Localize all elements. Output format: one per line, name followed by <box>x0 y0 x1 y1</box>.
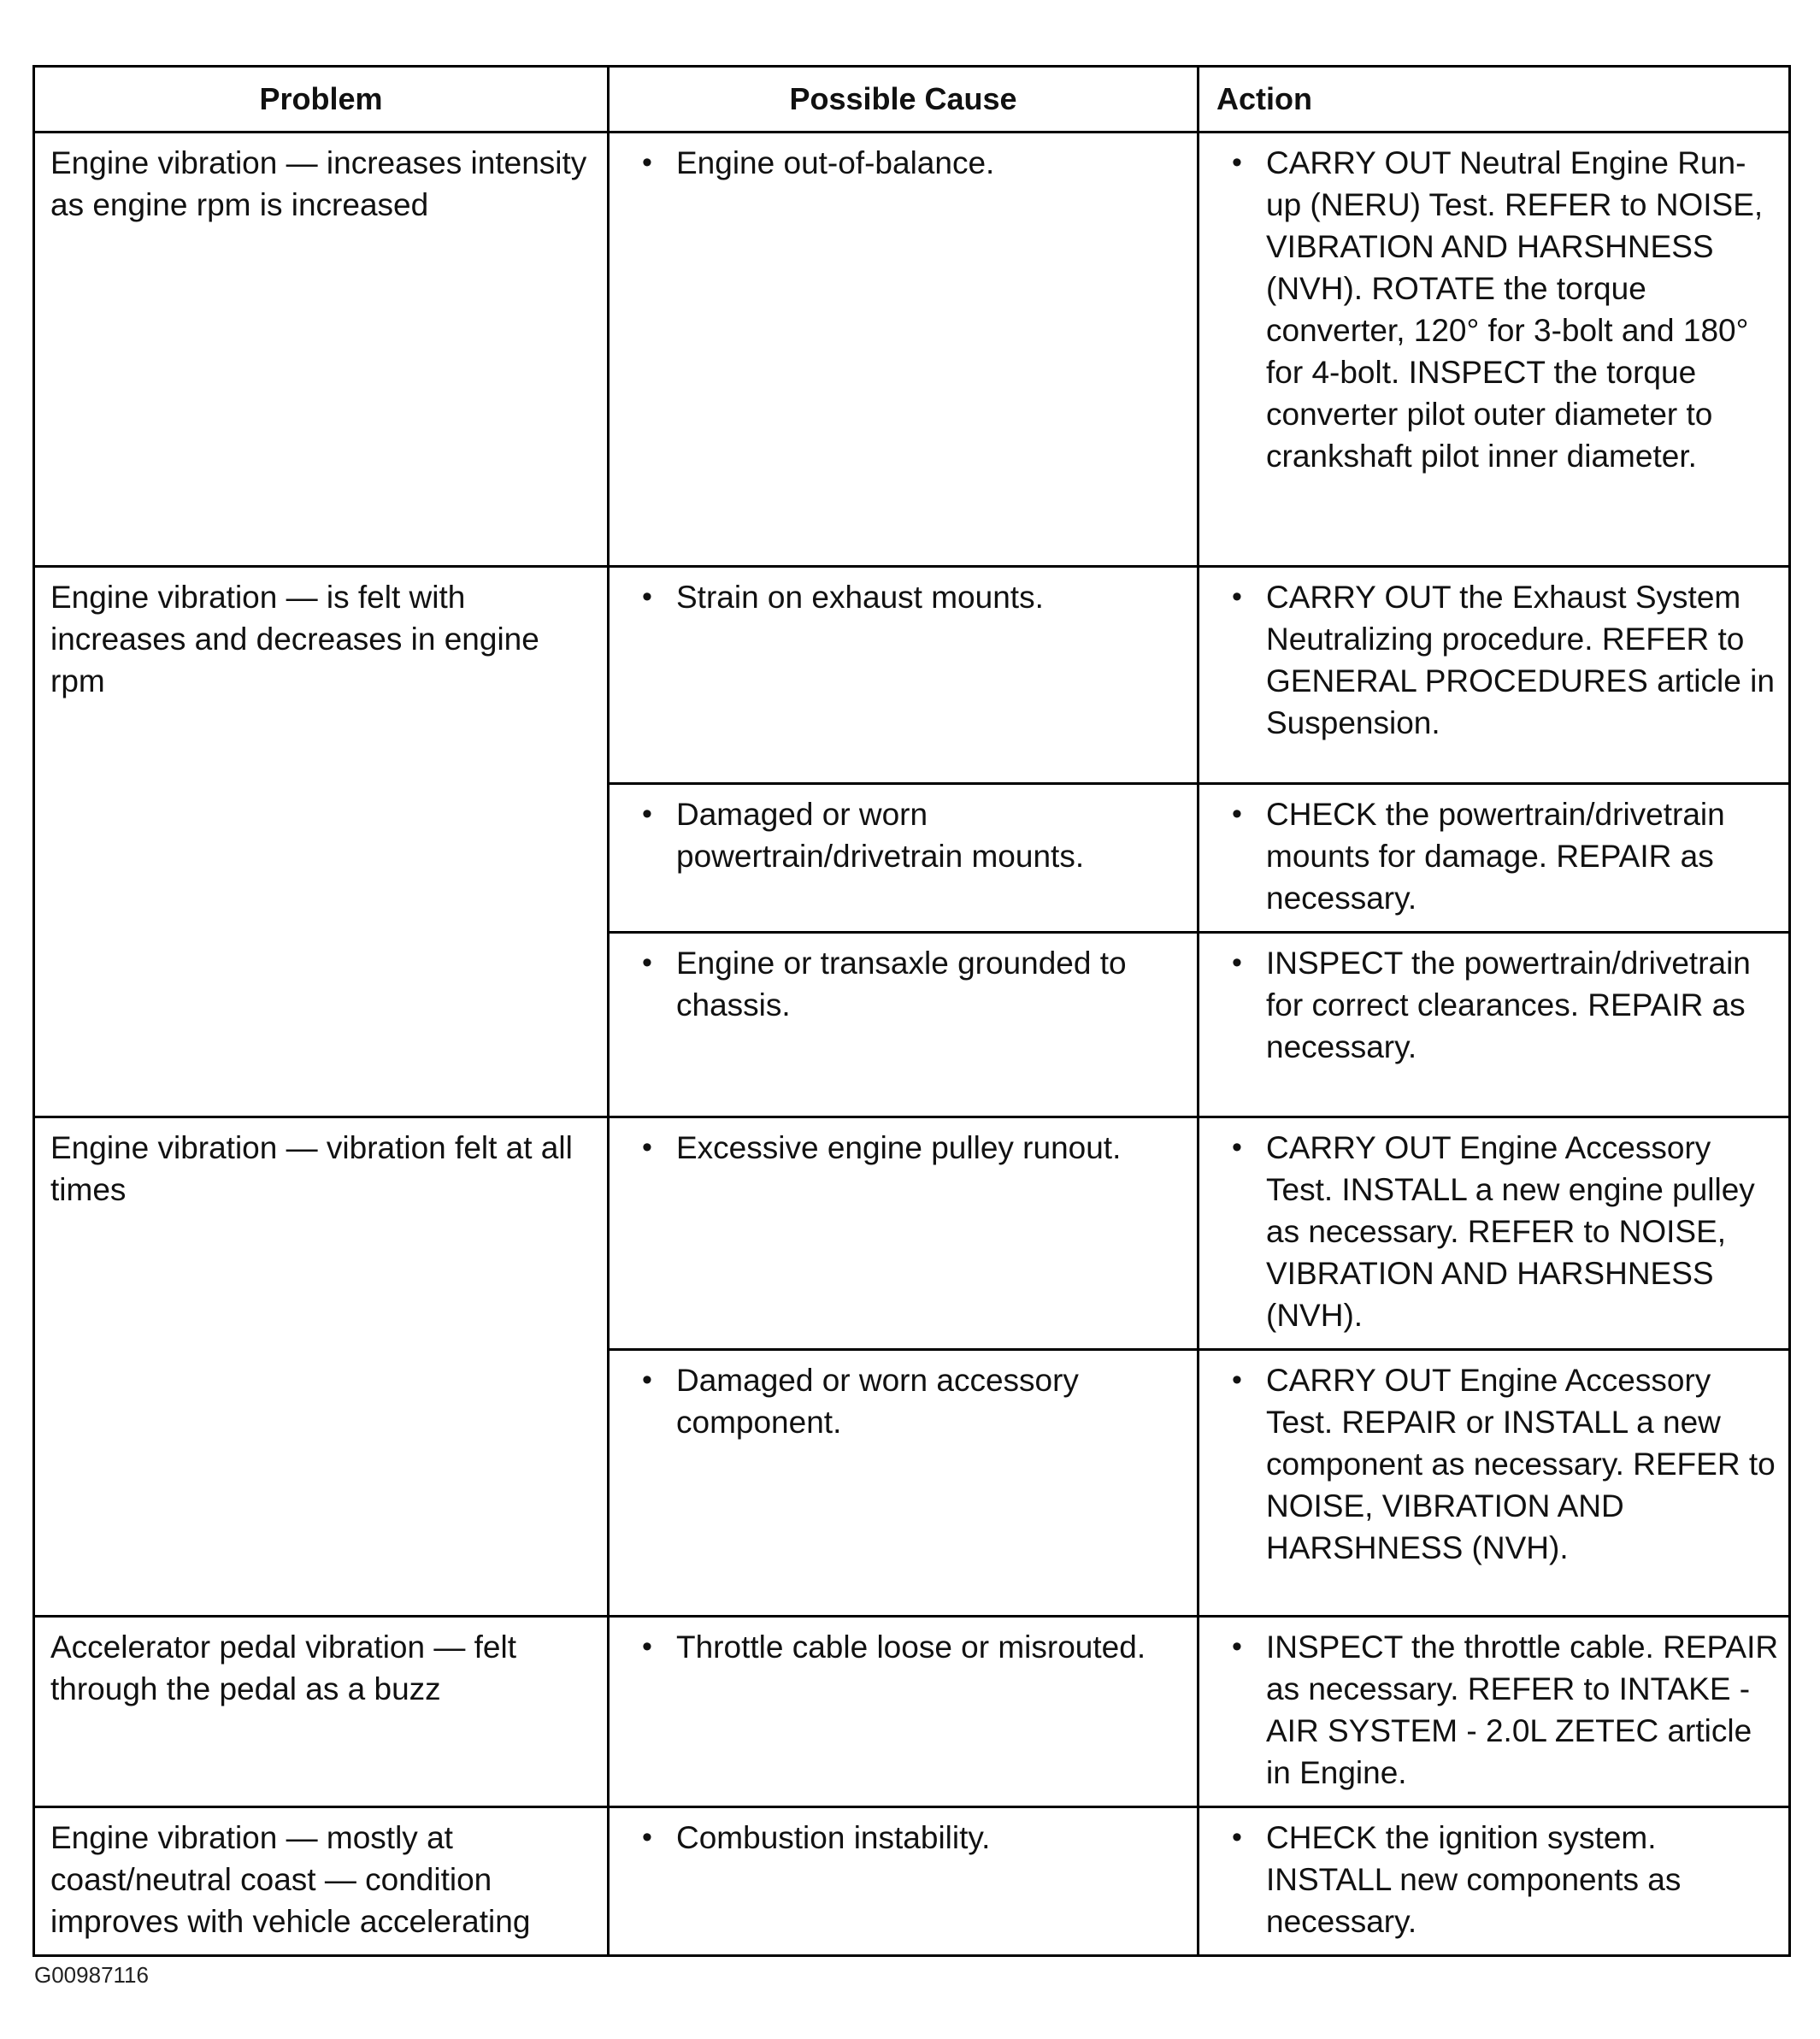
problem-cell: Accelerator pedal vibration — felt through the pedal as a buzz <box>34 1617 609 1807</box>
header-possible-cause: Possible Cause <box>609 67 1199 133</box>
cause-text: Engine out-of-balance. <box>676 145 995 180</box>
figure-id: G00987116 <box>34 1962 149 1988</box>
cause-text: Excessive engine pulley runout. <box>676 1130 1122 1165</box>
table-row <box>34 567 1790 784</box>
action-cell <box>1199 933 1790 1117</box>
cause-cell <box>609 1350 1199 1617</box>
header-action: Action <box>1199 67 1790 133</box>
action-text: CARRY OUT Neutral Engine Run-up (NERU) Test. REFER to NOISE, VIBRATION AND HARSHNESS (NVH). ROTATE the torque converter, 120° for 3-bolt and 180° for 4-bolt. INSPECT the torque converter pilot outer diameter to crankshaft pilot inner diameter. <box>1266 145 1764 474</box>
cause-text: Throttle cable loose or misrouted. <box>676 1629 1146 1665</box>
action-text: INSPECT the throttle cable. REPAIR as necessary. REFER to INTAKE - AIR SYSTEM - 2.0L ZETEC article in Engine. <box>1266 1629 1779 1790</box>
action-text: INSPECT the powertrain/drivetrain for correct clearances. REPAIR as necessary. <box>1266 946 1751 1064</box>
action-cell <box>1199 1617 1790 1807</box>
cause-cell <box>609 567 1199 784</box>
bullet-icon: • <box>642 798 652 830</box>
bullet-icon: • <box>1232 146 1242 179</box>
bullet-icon: • <box>642 1821 652 1853</box>
bullet-icon: • <box>1232 1364 1242 1396</box>
problem-cell: Engine vibration — mostly at coast/neutral coast — condition improves with vehicle accelerating <box>34 1807 609 1956</box>
action-cell <box>1199 784 1790 933</box>
action-cell <box>1199 1350 1790 1617</box>
bullet-icon: • <box>642 946 652 979</box>
cause-cell <box>609 1617 1199 1807</box>
action-text: CARRY OUT Engine Accessory Test. REPAIR or INSTALL a new component as necessary. REFER to NOISE, VIBRATION AND HARSHNESS (NVH). <box>1266 1363 1776 1565</box>
bullet-icon: • <box>1232 580 1242 613</box>
table-row <box>34 1117 1790 1350</box>
table-row <box>34 1807 1790 1956</box>
bullet-icon: • <box>1232 946 1242 979</box>
header-problem: Problem <box>34 67 609 133</box>
action-text: CHECK the powertrain/drivetrain mounts for damage. REPAIR as necessary. <box>1266 797 1725 916</box>
cause-text: Engine or transaxle grounded to chassis. <box>676 946 1127 1022</box>
bullet-icon: • <box>1232 1131 1242 1164</box>
bullet-icon: • <box>642 580 652 613</box>
cause-cell <box>609 1807 1199 1956</box>
cause-text: Damaged or worn powertrain/drivetrain mounts. <box>676 797 1085 874</box>
cause-cell <box>609 133 1199 567</box>
action-cell <box>1199 567 1790 784</box>
bullet-icon: • <box>1232 798 1242 830</box>
cause-cell <box>609 784 1199 933</box>
diagnosis-table <box>32 65 1791 1957</box>
bullet-icon: • <box>1232 1630 1242 1663</box>
bullet-icon: • <box>1232 1821 1242 1853</box>
action-cell <box>1199 133 1790 567</box>
action-cell <box>1199 1117 1790 1350</box>
table-row <box>34 1617 1790 1807</box>
cause-text: Damaged or worn accessory component. <box>676 1363 1079 1440</box>
action-cell <box>1199 1807 1790 1956</box>
bullet-icon: • <box>642 1364 652 1396</box>
action-text: CARRY OUT the Exhaust System Neutralizing procedure. REFER to GENERAL PROCEDURES article in Suspension. <box>1266 580 1775 740</box>
cause-text: Strain on exhaust mounts. <box>676 580 1044 615</box>
bullet-icon: • <box>642 1630 652 1663</box>
bullet-icon: • <box>642 146 652 179</box>
action-text: CARRY OUT Engine Accessory Test. INSTALL a new engine pulley as necessary. REFER to NOISE, VIBRATION AND HARSHNESS (NVH). <box>1266 1130 1755 1333</box>
cause-cell <box>609 933 1199 1117</box>
header-row <box>34 67 1790 133</box>
bullet-icon: • <box>642 1131 652 1164</box>
table-row <box>34 133 1790 567</box>
problem-cell: Engine vibration — increases intensity as engine rpm is increased <box>34 133 609 567</box>
cause-text: Combustion instability. <box>676 1820 991 1855</box>
cause-cell <box>609 1117 1199 1350</box>
action-text: CHECK the ignition system. INSTALL new components as necessary. <box>1266 1820 1682 1939</box>
problem-cell: Engine vibration — vibration felt at all times <box>34 1117 609 1617</box>
problem-cell: Engine vibration — is felt with increases and decreases in engine rpm <box>34 567 609 1117</box>
